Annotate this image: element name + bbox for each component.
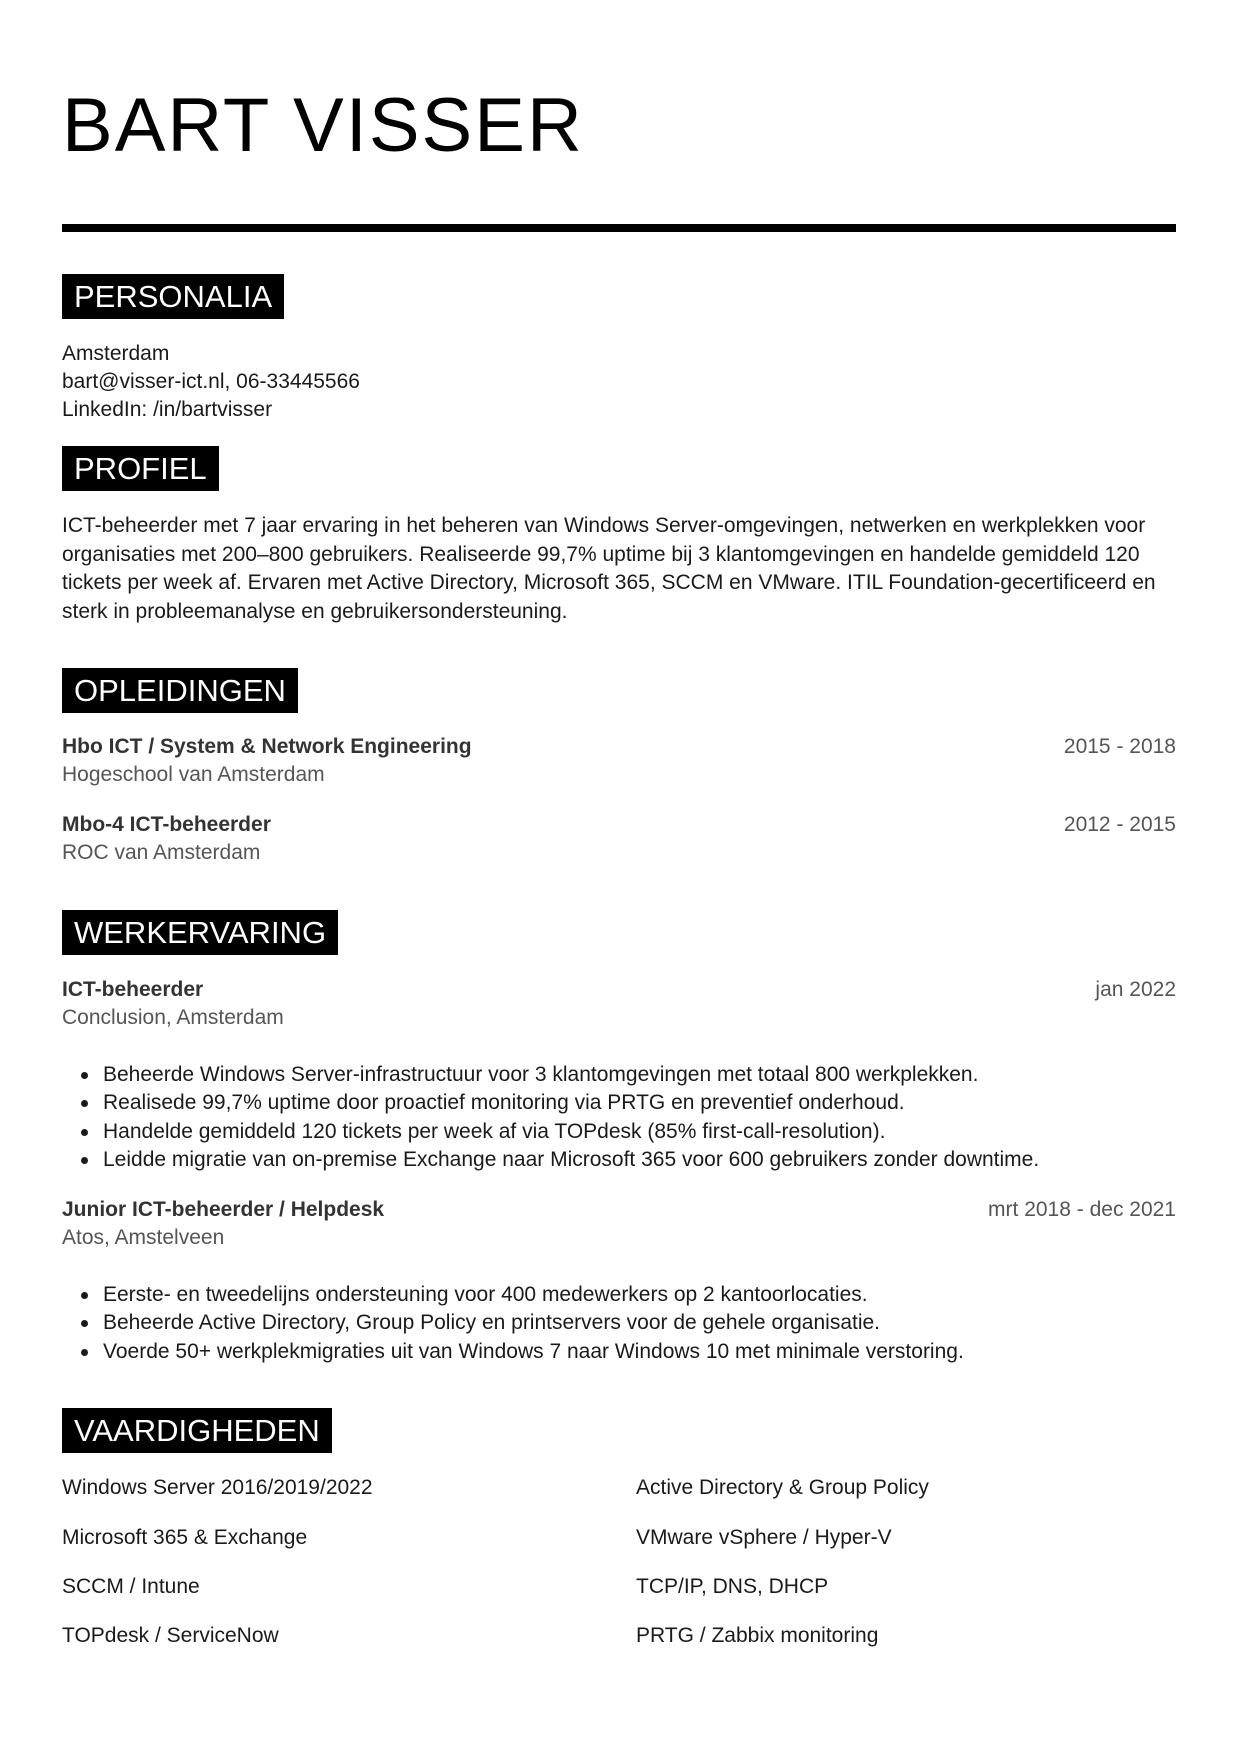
candidate-name: BART VISSER <box>62 83 584 168</box>
education-period: 2012 - 2015 <box>1063 813 1176 836</box>
section-title-profiel: PROFIEL <box>62 446 219 491</box>
work-bullet: Leidde migratie van on-premise Exchange naar Microsoft 365 voor 600 gebruikers zonder downtime. <box>62 1146 1039 1174</box>
education-degree: Hbo ICT / System & Network Engineering <box>62 735 472 758</box>
skill-item: VMware vSphere / Hyper-V <box>636 1526 892 1549</box>
work-role: Junior ICT-beheerder / Helpdesk <box>62 1198 385 1221</box>
work-bullet: Handelde gemiddeld 120 tickets per week af via TOPdesk (85% first-call-resolution). <box>62 1118 1039 1146</box>
work-period: mrt 2018 - dec 2021 <box>988 1198 1176 1221</box>
skill-item: Active Directory & Group Policy <box>636 1476 929 1499</box>
skill-item: Microsoft 365 & Exchange <box>62 1526 308 1549</box>
work-bullets <box>62 1061 1039 1174</box>
skill-item: TCP/IP, DNS, DHCP <box>636 1575 829 1598</box>
header-divider <box>62 224 1176 232</box>
section-title-vaardigheden: VAARDIGHEDEN <box>62 1408 332 1453</box>
skill-item: PRTG / Zabbix monitoring <box>636 1624 879 1647</box>
personalia-contact: bart@visser-ict.nl, 06-33445566 <box>62 370 360 393</box>
work-bullet: Realisede 99,7% uptime door proactief monitoring via PRTG en preventief onderhoud. <box>62 1089 1039 1117</box>
education-school: Hogeschool van Amsterdam <box>62 763 325 786</box>
work-bullet: Beheerde Active Directory, Group Policy en printservers voor de gehele organisatie. <box>62 1309 964 1337</box>
work-role: ICT-beheerder <box>62 978 204 1001</box>
personalia-city: Amsterdam <box>62 342 170 365</box>
work-bullet: Beheerde Windows Server-infrastructuur voor 3 klantomgevingen met totaal 800 werkplekken. <box>62 1061 1039 1089</box>
work-bullet: Voerde 50+ werkplekmigraties uit van Windows 7 naar Windows 10 met minimale verstoring. <box>62 1338 964 1366</box>
section-title-personalia: PERSONALIA <box>62 274 284 319</box>
profile-text: ICT-beheerder met 7 jaar ervaring in het beheren van Windows Server-omgevingen, netwerken en werkplekken voor organisaties met 200–800 gebruikers. Realiseerde 99,7% uptime bij 3 klantomgevingen en handelde gemiddeld 120 tickets per week af. Ervaren met Active Directory, Microsoft 365, SCCM en VMware. ITIL Foundation-gecertificeerd en sterk in probleemanalyse en gebruikersondersteuning. <box>62 514 1156 623</box>
work-company: Atos, Amstelveen <box>62 1226 225 1249</box>
skill-item: TOPdesk / ServiceNow <box>62 1624 279 1647</box>
education-degree: Mbo-4 ICT-beheerder <box>62 813 271 836</box>
skill-item: Windows Server 2016/2019/2022 <box>62 1476 373 1499</box>
section-title-werkervaring: WERKERVARING <box>62 910 338 955</box>
education-school: ROC van Amsterdam <box>62 841 261 864</box>
skill-item: SCCM / Intune <box>62 1575 200 1598</box>
education-period: 2015 - 2018 <box>1063 735 1176 758</box>
work-bullet: Eerste- en tweedelijns ondersteuning voor 400 medewerkers op 2 kantoorlocaties. <box>62 1281 964 1309</box>
work-company: Conclusion, Amsterdam <box>62 1006 284 1029</box>
work-period: jan 2022 <box>1095 978 1176 1001</box>
section-title-opleidingen: OPLEIDINGEN <box>62 668 298 713</box>
personalia-linkedin: LinkedIn: /in/bartvisser <box>62 398 273 421</box>
work-bullets <box>62 1281 964 1366</box>
